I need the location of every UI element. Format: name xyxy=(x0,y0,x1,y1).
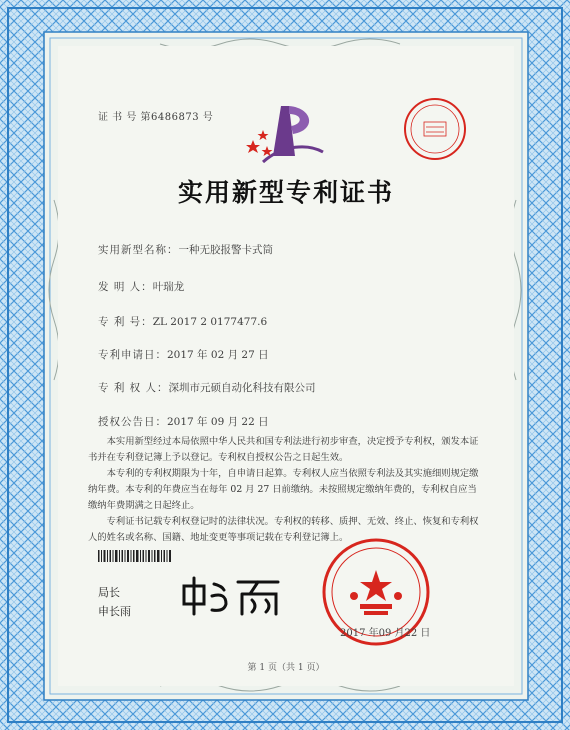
patent-office-emblem-icon xyxy=(243,100,329,168)
corner-stamp-seal-icon xyxy=(402,96,468,162)
certificate-title: 实用新型专利证书 xyxy=(177,178,394,207)
seal-date: 2017 年09 月22 日 xyxy=(340,628,431,639)
director-signature-icon xyxy=(178,574,288,620)
patent-number-value: ZL 2017 2 0177477.6 xyxy=(152,316,268,328)
grant-date-label: 授权公告日： xyxy=(98,416,167,428)
grant-date-row xyxy=(98,414,269,429)
patentee-label: 专 利 权 人： xyxy=(98,382,169,394)
page-footer: 第 1 页（共 1 页） xyxy=(247,663,325,673)
patentee-value: 深圳市元硕自动化科技有限公司 xyxy=(168,382,316,394)
grant-date-value: 2017 年 09 月 22 日 xyxy=(167,416,269,428)
utility-model-name-label: 实用新型名称： xyxy=(98,244,179,256)
certificate-paper xyxy=(58,46,514,686)
patent-number-label: 专 利 号： xyxy=(98,316,153,328)
inventor-label: 发 明 人： xyxy=(98,281,153,293)
inventor-row xyxy=(98,279,184,294)
barcode-icon xyxy=(98,550,172,562)
patentee-row xyxy=(98,380,316,395)
patent-number-row xyxy=(98,314,267,329)
certificate-body xyxy=(88,434,484,546)
utility-model-name-row xyxy=(98,242,273,257)
director-name: 申长雨 xyxy=(98,605,131,618)
inventor-value: 叶瑞龙 xyxy=(152,281,185,293)
body-paragraph-1: 本实用新型经过本局依照中华人民共和国专利法进行初步审查，决定授予专利权，颁发本证书并在专利登记簿上予以登记。专利权自授权公告之日起生效。 xyxy=(88,436,479,463)
certificate-number: 证 书 号 第6486873 号 xyxy=(98,112,214,123)
director-title: 局长 xyxy=(98,586,120,599)
filing-date-row xyxy=(98,347,269,362)
body-paragraph-3: 专利证书记载专利权登记时的法律状况。专利权的转移、质押、无效、终止、恢复和专利权人的姓名或名称、国籍、地址变更等事项记载在专利登记簿上。 xyxy=(88,516,479,543)
filing-date-value: 2017 年 02 月 27 日 xyxy=(167,349,269,361)
utility-model-name-value: 一种无胶报警卡式筒 xyxy=(178,244,273,256)
filing-date-label: 专利申请日： xyxy=(98,349,167,361)
body-paragraph-2: 本专利的专利权期限为十年，自申请日起算。专利权人应当依照专利法及其实施细则规定缴纳年费。本专利的年费应当在每年 02 月 27 日前缴纳。未按照规定缴纳年费的，专利权自应当缴纳年费期满之日起终止。 xyxy=(88,468,479,511)
